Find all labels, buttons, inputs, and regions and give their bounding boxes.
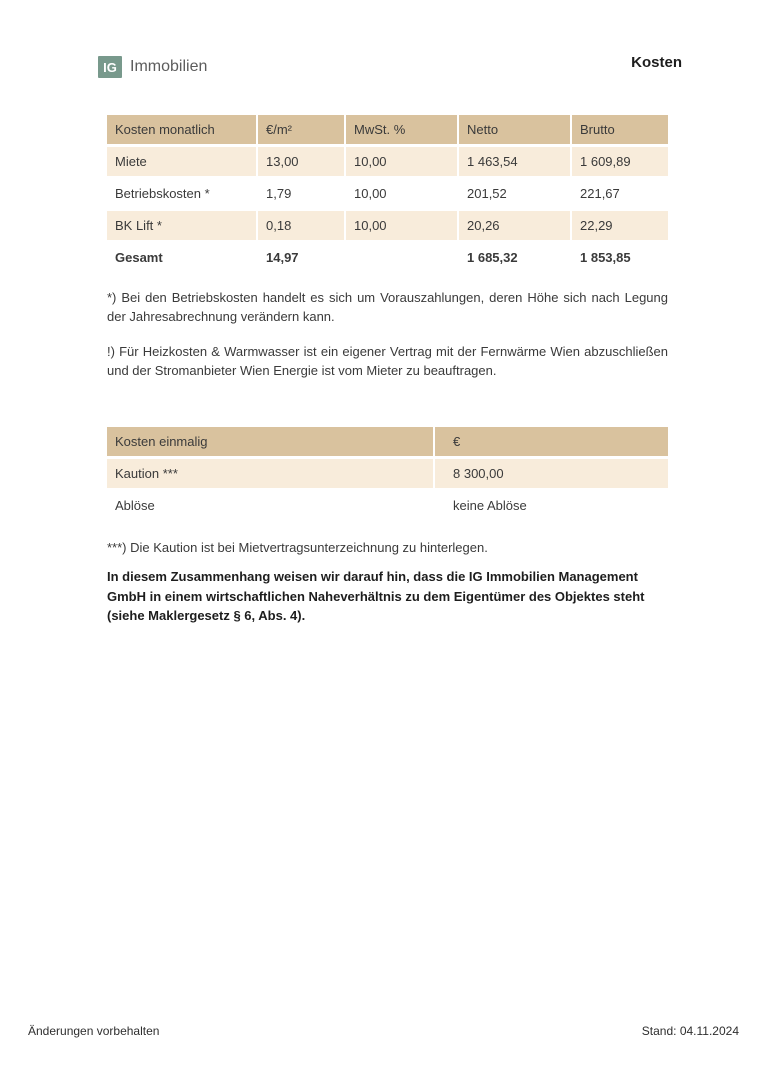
header-cell-label: Kosten einmalig	[107, 427, 433, 456]
table-cell: Betriebskosten *	[107, 179, 256, 208]
table-cell: 10,00	[346, 147, 457, 176]
header-cell-label: Kosten monatlich	[107, 115, 256, 144]
table-row-gesamt	[107, 243, 668, 272]
table-cell: 1 685,32	[459, 243, 570, 272]
onetime-costs-table	[105, 424, 670, 523]
header-cell-brutto: Brutto	[572, 115, 668, 144]
footer-left-text: Änderungen vorbehalten	[28, 1024, 160, 1038]
table-cell: 1,79	[258, 179, 344, 208]
table-header-row	[107, 115, 668, 144]
table-cell: 14,97	[258, 243, 344, 272]
table-cell: 13,00	[258, 147, 344, 176]
header-cell-euro: €	[435, 427, 668, 456]
table-cell: 20,26	[459, 211, 570, 240]
table-row-betriebskosten	[107, 179, 668, 208]
footer	[28, 1024, 739, 1038]
header-cell-netto: Netto	[459, 115, 570, 144]
table-row-bk-lift	[107, 211, 668, 240]
table-cell: 0,18	[258, 211, 344, 240]
table-cell	[346, 243, 457, 272]
page-title: Kosten	[631, 54, 682, 71]
table-cell: 1 609,89	[572, 147, 668, 176]
table-cell: 10,00	[346, 179, 457, 208]
document-body	[107, 112, 672, 626]
table-cell: 221,67	[572, 179, 668, 208]
note-betriebskosten: *) Bei den Betriebskosten handelt es sich um Vorauszahlungen, deren Höhe sich nach Legung der Jahresabrechnung verändern kann.	[107, 290, 668, 324]
header-cell-mwst: MwSt. %	[346, 115, 457, 144]
table-cell: 1 463,54	[459, 147, 570, 176]
table-cell: 8 300,00	[435, 459, 668, 488]
note-heizkosten: !) Für Heizkosten & Warmwasser ist ein eigener Vertrag mit der Fernwärme Wien abzuschließen und der Stromanbieter Wien Energie ist vom Mieter zu beauftragen.	[107, 344, 668, 378]
table-cell: BK Lift *	[107, 211, 256, 240]
monthly-costs-table	[105, 112, 670, 275]
table-cell: keine Ablöse	[435, 491, 668, 520]
table-cell: Kaution ***	[107, 459, 433, 488]
table-row-miete	[107, 147, 668, 176]
table-cell: 22,29	[572, 211, 668, 240]
table-cell: 201,52	[459, 179, 570, 208]
footer-right-text: Stand: 04.11.2024	[641, 1024, 739, 1038]
logo-mark-icon: IG	[98, 56, 122, 78]
table-cell: Gesamt	[107, 243, 256, 272]
header-cell-eur-m2: €/m²	[258, 115, 344, 144]
table-cell: Ablöse	[107, 491, 433, 520]
table-cell: 1 853,85	[572, 243, 668, 272]
table-header-row	[107, 427, 668, 456]
disclosure-text: In diesem Zusammenhang weisen wir darauf hin, dass die IG Immobilien Management GmbH in einem wirtschaftlichen Naheverhältnis zu dem Eigentümer des Objektes steht (siehe Maklergesetz § 6, Abs. 4).	[107, 569, 645, 623]
logo-text: Immobilien	[130, 58, 208, 75]
table-row-abloese	[107, 491, 668, 520]
company-logo	[98, 56, 207, 78]
table-cell: 10,00	[346, 211, 457, 240]
table-cell: Miete	[107, 147, 256, 176]
note-kaution: ***) Die Kaution ist bei Mietvertragsunterzeichnung zu hinterlegen.	[107, 540, 488, 555]
table-row-kaution	[107, 459, 668, 488]
